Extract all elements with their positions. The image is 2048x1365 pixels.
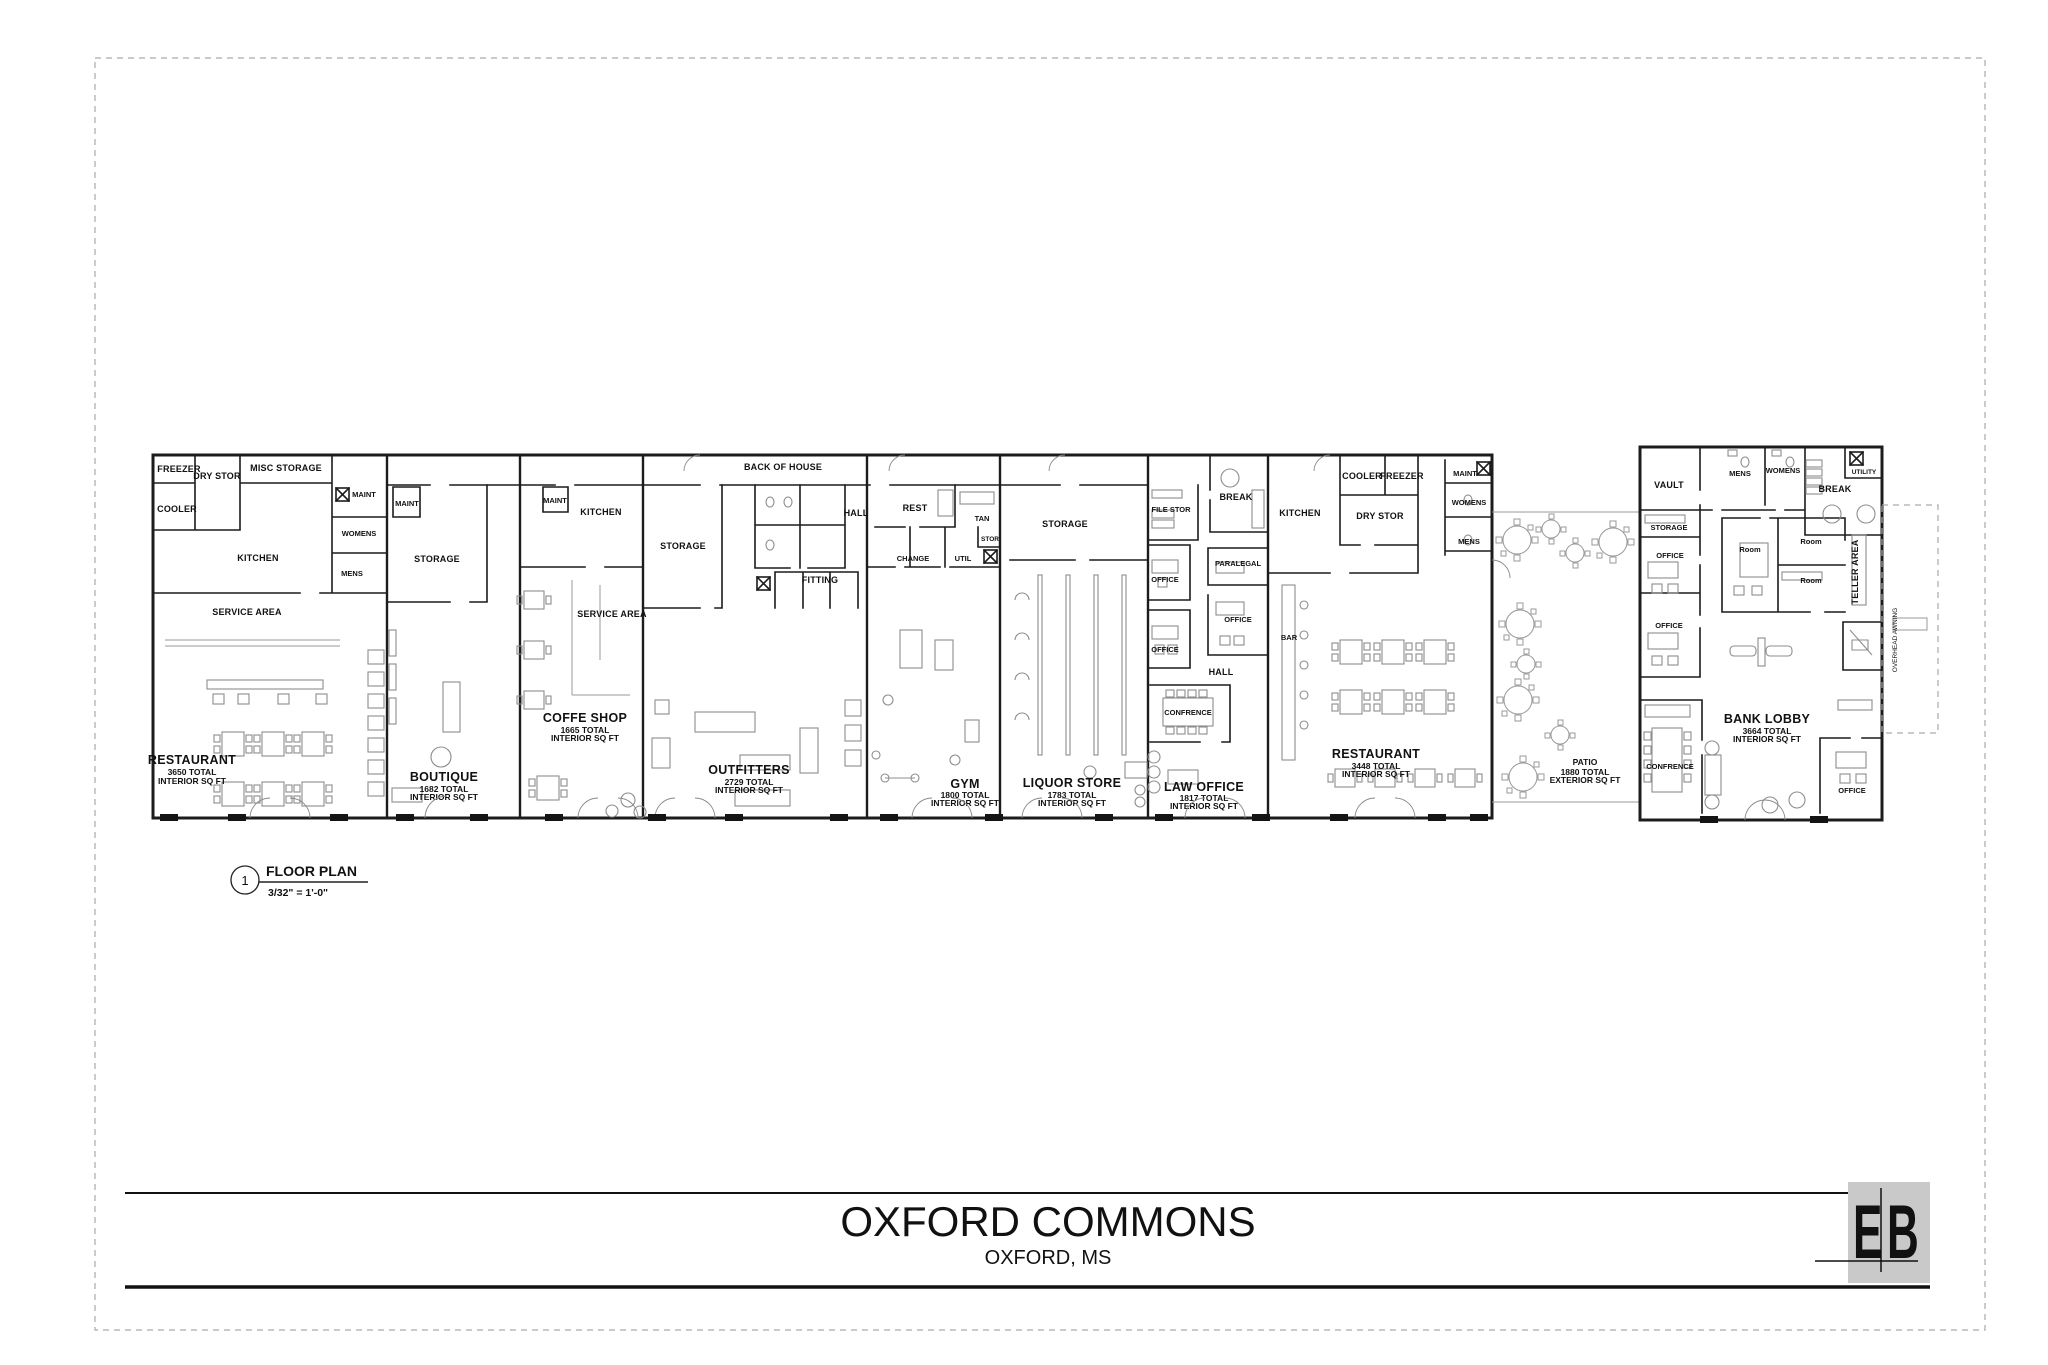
room-label-confrence: CONFRENCE [1646,762,1694,771]
unit-label-gym: GYM [950,777,980,791]
room-label-bar: BAR [1280,633,1298,642]
room-label-womens: WOMENS [1451,498,1487,507]
room-label-service-area: SERVICE AREA [577,609,647,619]
room-label-storage: STORAGE [414,554,460,564]
unit-area-gym: 1800 TOTAL [940,790,990,800]
room-label-womens: WOMENS [341,529,377,538]
room-label-womens: WOMENS [1765,466,1801,475]
room-label-hall: HALL [1208,667,1234,677]
room-label-service-area: SERVICE AREA [212,607,282,617]
unit-area-restaurant-west: 3650 TOTAL [167,767,217,777]
room-label-kitchen: KITCHEN [1279,508,1321,518]
unit-area-restaurant-east: 3448 TOTAL [1351,761,1401,771]
title-block [125,1182,1930,1287]
patio [1492,512,1640,802]
room-label-teller-area: TELLER AREA [1850,539,1860,605]
drawing-title: FLOOR PLAN [266,863,357,879]
room-label-paralegal: PARALEGAL [1214,559,1262,568]
back-of-house-label: BACK OF HOUSE [743,462,823,472]
unit-area2-gym: INTERIOR SQ FT [931,798,999,808]
room-label-maint: MAINT [395,499,419,508]
unit-label-bank-lobby: BANK LOBBY [1723,712,1811,726]
unit-label-restaurant-west: RESTAURANT [147,753,237,767]
room-label-confrence: CONFRENCE [1164,708,1212,717]
unit-label-patio: PATIO [1572,757,1598,767]
room-label-cooler: COOLER [157,504,197,514]
unit-area-outfitters: 2729 TOTAL [724,777,774,787]
unit-area-patio: 1880 TOTAL [1560,767,1610,777]
drawing-number: 1 [241,873,249,888]
room-label-maint: MAINT [352,490,376,499]
room-label-util: UTIL [954,554,972,563]
room-label-fitting: FITTING [801,575,839,585]
room-label-room-a: Room [1739,545,1761,554]
room-label-storage: STORAGE [660,541,706,551]
room-label-hall: HALL [843,508,869,518]
unit-label-restaurant-east: RESTAURANT [1331,747,1421,761]
room-label-stor: STOR [981,536,999,543]
room-label-office-c: OFFICE [1838,786,1866,795]
unit-area-coffee-shop: 1665 TOTAL [560,725,610,735]
room-label-utility: UTILITY [1851,469,1877,476]
room-label-freezer: FREEZER [157,464,201,474]
room-label-break: BREAK [1818,484,1852,494]
unit-area2-patio: EXTERIOR SQ FT [1549,775,1621,785]
room-label-dry-stor: DRY STOR [1356,511,1404,521]
room-label-cooler: COOLER [1342,471,1382,481]
room-label-rest: REST [902,503,928,513]
unit-area2-bank: INTERIOR SQ FT [1733,734,1801,744]
storefront-mullions [160,814,1828,823]
room-label-misc-storage: MISC STORAGE [250,463,322,473]
unit-area-bank: 3664 TOTAL [1742,726,1792,736]
room-label-kitchen: KITCHEN [237,553,279,563]
overhead-awning-label: OVERHEAD AWNING [1892,607,1899,673]
room-label-freezer: FREEZER [1380,471,1424,481]
room-label-kitchen: KITCHEN [580,507,622,517]
unit-area2-outfitters: INTERIOR SQ FT [715,785,783,795]
logo-letter-b: B [1887,1190,1919,1276]
room-label-office-c: OFFICE [1151,645,1179,654]
unit-label-liquor-store: LIQUOR STORE [1022,776,1122,790]
room-label-change: CHANGE [896,554,930,563]
unit-label-coffee-shop: COFFE SHOP [542,711,628,725]
room-label-storage: STORAGE [1042,519,1088,529]
room-label-office-b: OFFICE [1224,615,1252,624]
unit-area-law-office: 1817 TOTAL [1179,793,1229,803]
room-label-vault: VAULT [1654,480,1684,490]
overhead-awning-outline [1882,505,1938,733]
logo-letter-e: E [1853,1190,1883,1276]
firm-logo [1815,1182,1930,1283]
unit-area-boutique: 1682 TOTAL [419,784,469,794]
room-label-dry-stor: DRY STOR [193,471,241,481]
room-label-file-stor: FILE STOR [1151,505,1191,514]
room-label-storage: STORAGE [1650,523,1688,532]
bank-building [1640,447,1938,820]
unit-label-law-office: LAW OFFICE [1163,780,1245,794]
room-label-mens: MENS [341,569,363,578]
room-label-office-b: OFFICE [1655,621,1683,630]
room-label-maint: MAINT [1453,469,1477,478]
room-label-maint: MAINT [543,496,567,505]
unit-label-boutique: BOUTIQUE [409,770,479,784]
unit-area2-restaurant-west: INTERIOR SQ FT [158,776,226,786]
unit-label-outfitters: OUTFITTERS [708,763,790,777]
room-label-tan: TAN [974,514,990,523]
unit-area2-coffee-shop: INTERIOR SQ FT [551,733,619,743]
room-label-mens: MENS [1458,537,1480,546]
room-label-break: BREAK [1219,492,1253,502]
room-label-room-b: Room [1800,537,1822,546]
unit-area-liquor-store: 1783 TOTAL [1047,790,1097,800]
drawing-callout [231,863,368,899]
unit-area2-law-office: INTERIOR SQ FT [1170,801,1238,811]
unit-area2-boutique: INTERIOR SQ FT [410,792,478,802]
room-label-office-a: OFFICE [1151,575,1179,584]
room-label-room-c: Room [1800,576,1822,585]
room-label-office-a: OFFICE [1656,551,1684,560]
drawing-scale: 3/32" = 1'-0" [268,887,329,899]
project-title: OXFORD COMMONS [840,1198,1256,1245]
room-label-mens: MENS [1729,469,1751,478]
unit-area2-liquor-store: INTERIOR SQ FT [1038,798,1106,808]
project-location: OXFORD, MS [984,1247,1112,1269]
unit-area2-restaurant-east: INTERIOR SQ FT [1342,769,1410,779]
